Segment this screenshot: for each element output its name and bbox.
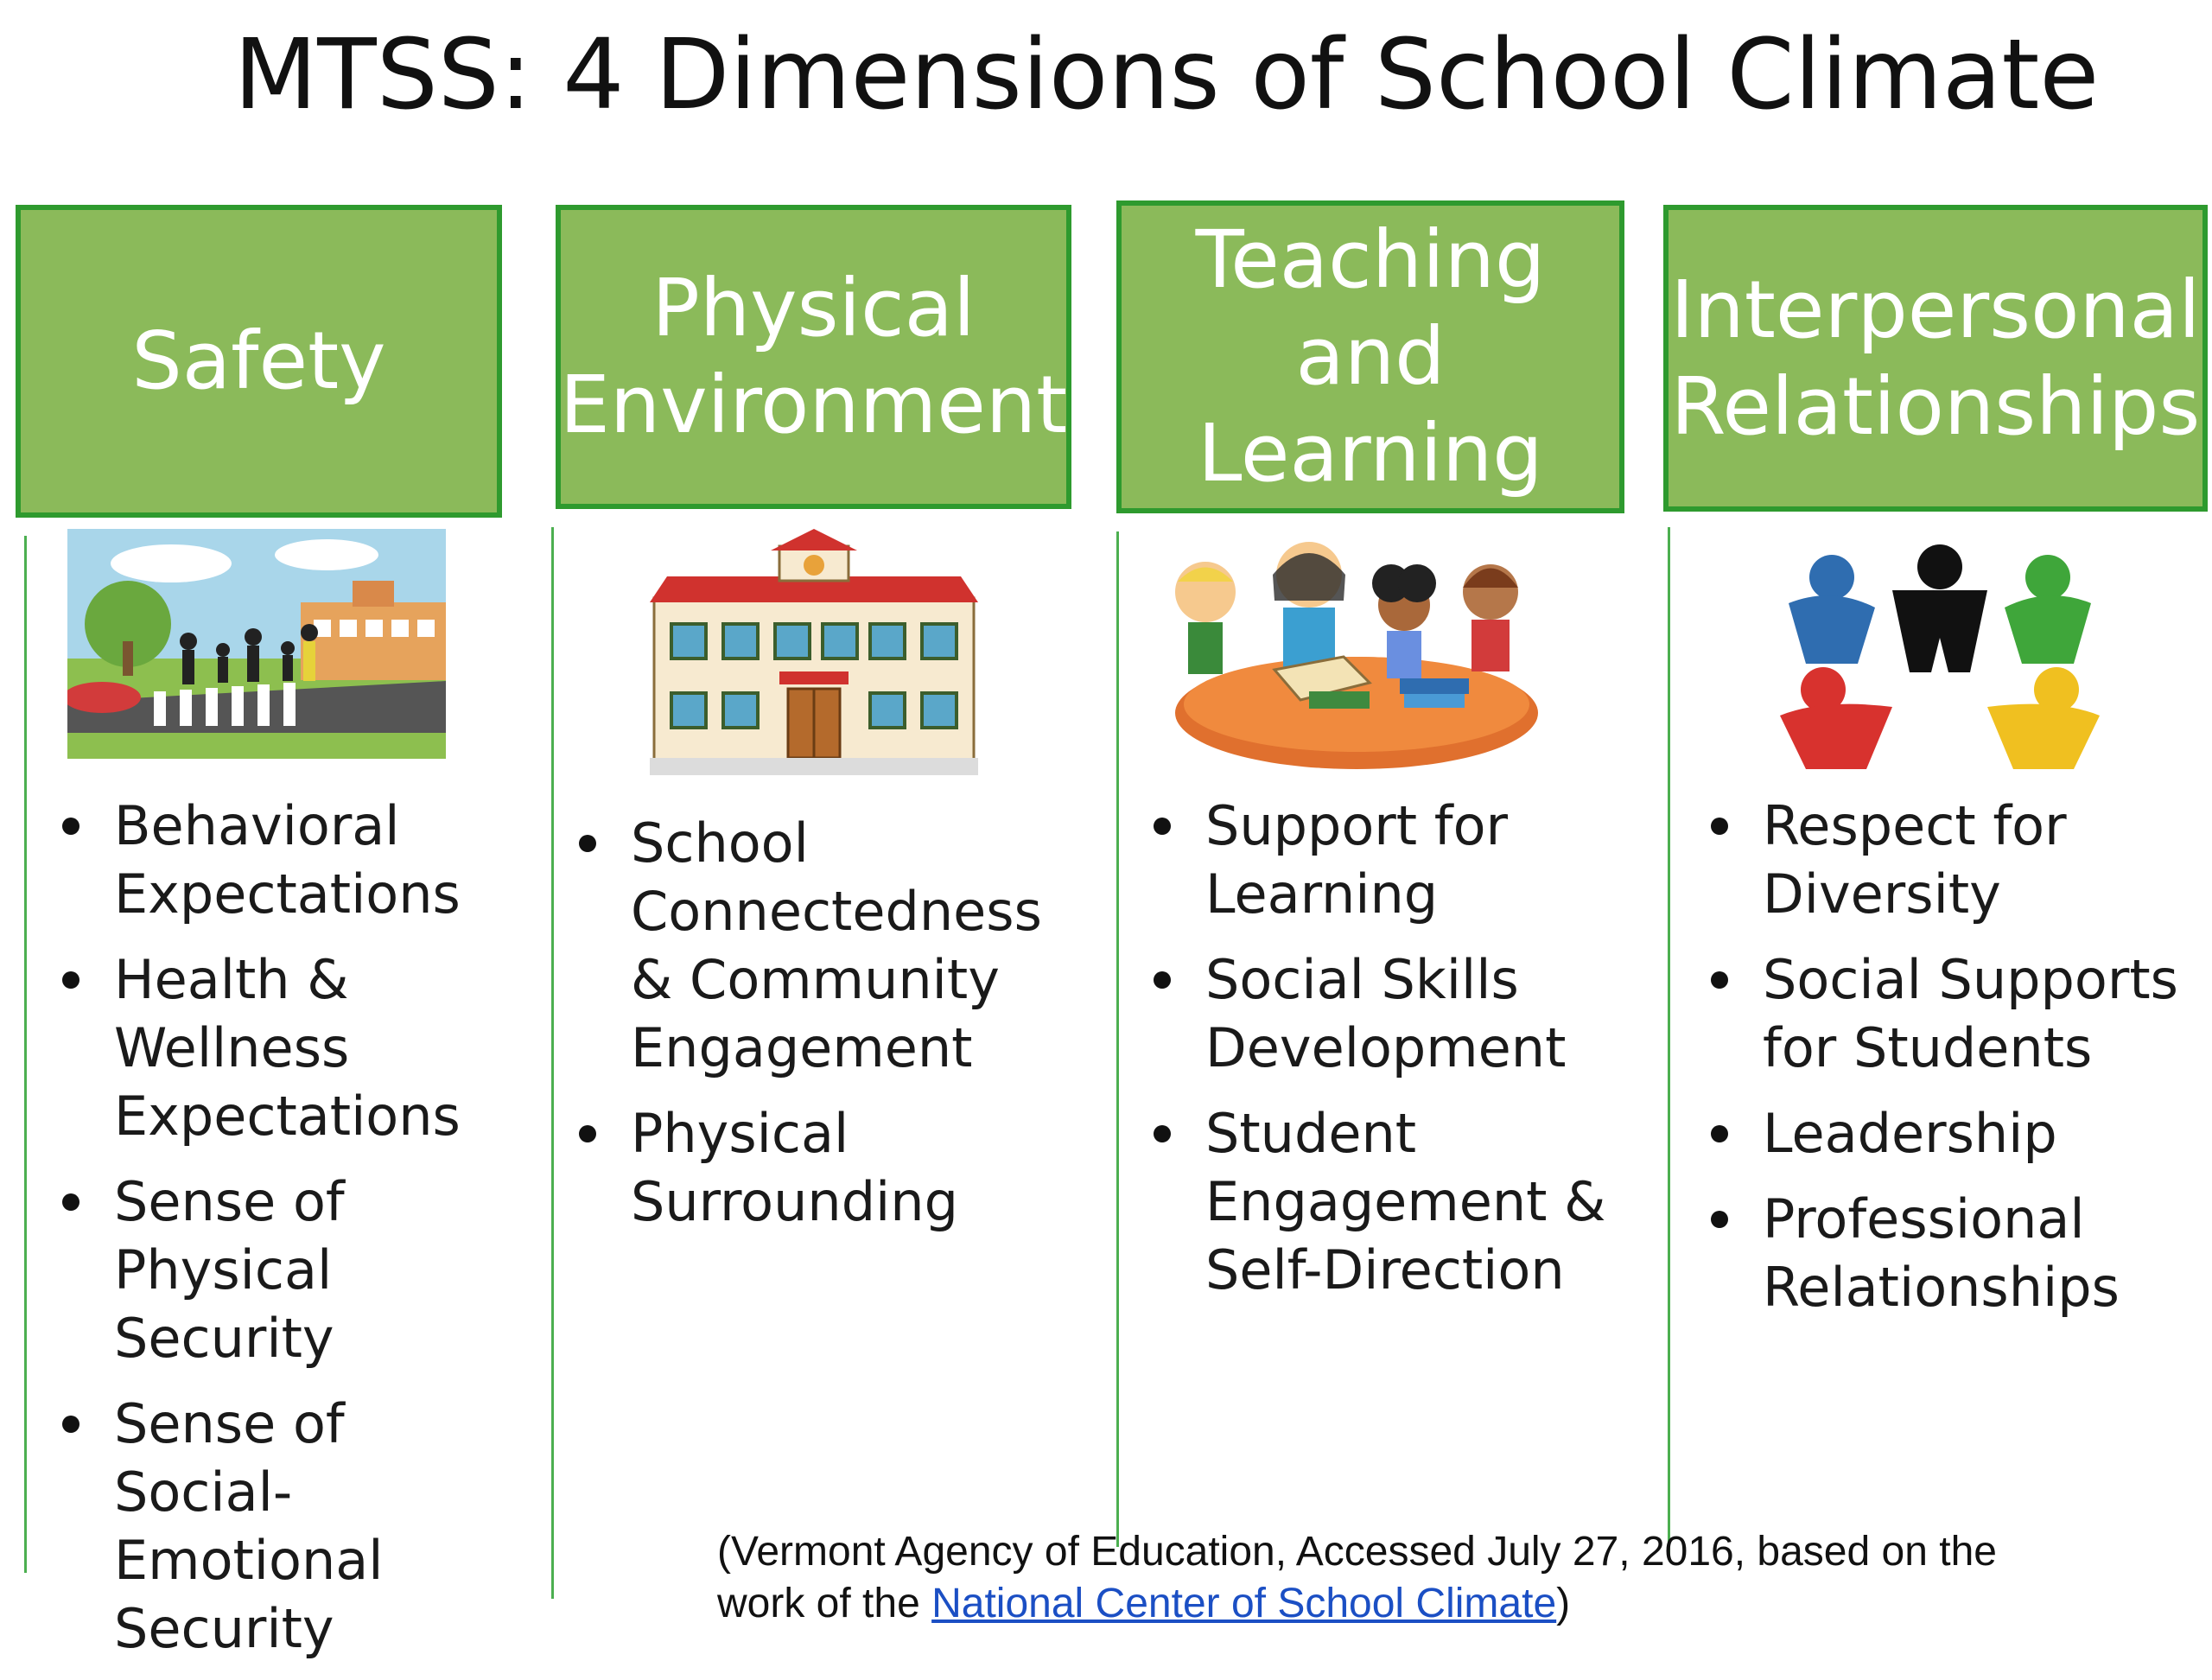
people-circle-icon	[1771, 543, 2108, 769]
teacher-and-students-table-icon	[1171, 540, 1542, 773]
bullet-list-teaching-and-learning	[1154, 792, 1620, 1321]
list-item: Student Engagement & Self-Direction	[1154, 1099, 1620, 1304]
list-item: Support for Learning	[1154, 792, 1620, 928]
header-teaching-and-learning	[1116, 200, 1624, 513]
list-item: Health & Wellness Expectations	[62, 945, 494, 1150]
page-title: MTSS: 4 Dimensions of School Climate	[233, 19, 2100, 131]
header-label: Safety	[131, 315, 386, 407]
citation	[717, 1526, 2013, 1630]
crosswalk-street-scene-icon	[67, 529, 446, 759]
list-item: Professional Relationships	[1711, 1185, 2195, 1321]
citation-close: )	[1556, 1581, 1571, 1626]
column-divider	[24, 536, 27, 1573]
list-item: Sense of Physical Security	[62, 1168, 494, 1372]
header-label: Interpersonal Relationships	[1670, 263, 2201, 453]
header-safety	[16, 205, 502, 518]
header-physical-environment	[556, 205, 1071, 509]
column-divider	[551, 527, 554, 1599]
header-interpersonal-relationships	[1663, 205, 2208, 512]
school-building-icon	[650, 529, 978, 775]
header-label: Teaching and Learning	[1195, 213, 1546, 500]
list-item: School Connectedness & Community Engagement	[579, 809, 1063, 1082]
bullet-list-interpersonal-relationships	[1711, 792, 2195, 1339]
list-item: Leadership	[1711, 1099, 2195, 1168]
header-label: Physical Environment	[559, 262, 1068, 451]
bullet-list-physical-environment	[579, 809, 1063, 1253]
list-item: Physical Surrounding	[579, 1099, 1063, 1236]
column-divider	[1116, 531, 1119, 1547]
ncsc-link[interactable]: National Center of School Climate	[931, 1581, 1557, 1626]
column-divider	[1668, 527, 1670, 1556]
list-item: Behavioral Expectations	[62, 792, 494, 928]
list-item: Social Supports for Students	[1711, 945, 2195, 1082]
citation-text: (Vermont Agency of Education, Accessed July 27, 2016, based on the work of the	[717, 1529, 1997, 1626]
bullet-list-safety	[62, 792, 494, 1680]
list-item: Sense of Social-Emotional Security	[62, 1390, 494, 1663]
list-item: Social Skills Development	[1154, 945, 1620, 1082]
list-item: Respect for Diversity	[1711, 792, 2195, 928]
